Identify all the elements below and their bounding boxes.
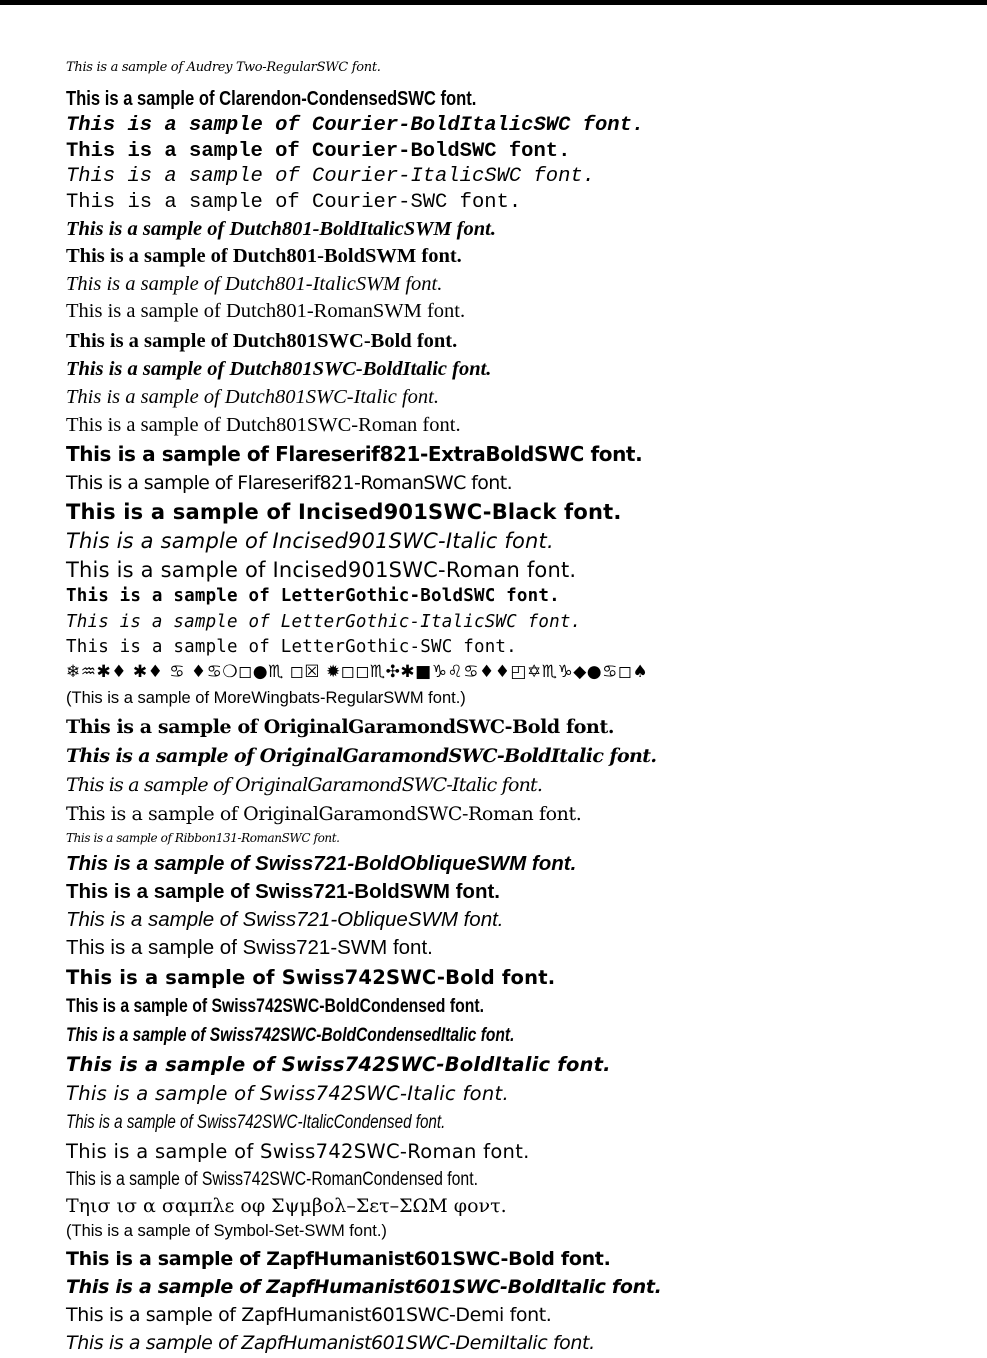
sample-lettergothic-italic: This is a sample of LetterGothic-ItalicSWC font. bbox=[66, 612, 582, 632]
sample-flareserif-extrabold: This is a sample of Flareserif821-ExtraBoldSWC font. bbox=[66, 442, 643, 466]
sample-dutch801swc-roman: This is a sample of Dutch801SWC-Roman font. bbox=[66, 414, 461, 436]
sample-swiss721-bold-oblique: This is a sample of Swiss721-BoldObliqueSWM font. bbox=[66, 852, 577, 875]
sample-courier-bold-italic: This is a sample of Courier-BoldItalicSWC font. bbox=[66, 114, 645, 137]
sample-swiss742-bold-italic: This is a sample of Swiss742SWC-BoldItalic font. bbox=[66, 1053, 611, 1076]
sample-dutch801-bold: This is a sample of Dutch801-BoldSWM font. bbox=[66, 245, 462, 267]
sample-incised-roman: This is a sample of Incised901SWC-Roman font. bbox=[66, 558, 577, 582]
sample-garamond-bold-italic: This is a sample of OriginalGaramondSWC-BoldItalic font. bbox=[66, 745, 657, 767]
sample-zapfhumanist-demi-italic: This is a sample of ZapfHumanist601SWC-DemiItalic font. bbox=[66, 1332, 595, 1354]
sample-swiss742-bold-condensed-italic: This is a sample of Swiss742SWC-BoldCondensedItalic font. bbox=[66, 1025, 515, 1046]
sample-swiss742-roman-condensed: This is a sample of Swiss742SWC-RomanCondensed font. bbox=[66, 1169, 478, 1190]
sample-dutch801swc-bold-italic: This is a sample of Dutch801SWC-BoldItalic font. bbox=[66, 358, 492, 380]
top-rule bbox=[0, 0, 987, 5]
sample-symbol-set-glyphs: Τηισ ισ α σαμπλε οφ Σψμβολ–Σετ–ΣΩΜ φοντ. bbox=[66, 1195, 507, 1217]
sample-dutch801swc-italic: This is a sample of Dutch801SWC-Italic font. bbox=[66, 386, 439, 408]
sample-lettergothic-bold: This is a sample of LetterGothic-BoldSWC font. bbox=[66, 586, 560, 606]
sample-garamond-roman: This is a sample of OriginalGaramondSWC-Roman font. bbox=[66, 803, 582, 825]
sample-dutch801swc-bold: This is a sample of Dutch801SWC-Bold font. bbox=[66, 330, 458, 352]
sample-audrey-two-regular: This is a sample of Audrey Two-RegularSWC font. bbox=[66, 60, 381, 75]
sample-lettergothic: This is a sample of LetterGothic-SWC font. bbox=[66, 637, 517, 657]
sample-swiss742-italic: This is a sample of Swiss742SWC-Italic font. bbox=[66, 1082, 509, 1105]
sample-swiss721-oblique: This is a sample of Swiss721-ObliqueSWM font. bbox=[66, 908, 504, 931]
sample-morewingbats-glyphs: ❄♒✱♦ ✱♦ ♋ ♦♋❍◻●♏ ◻☒ ✹◻◻♏✣✱■♑♌♋♦♦◰✡♏♑◆●♋◻♠ bbox=[66, 662, 649, 682]
sample-garamond-bold: This is a sample of OriginalGaramondSWC-Bold font. bbox=[66, 716, 615, 738]
sample-dutch801-italic: This is a sample of Dutch801-ItalicSWM font. bbox=[66, 272, 443, 295]
sample-swiss742-roman: This is a sample of Swiss742SWC-Roman font. bbox=[66, 1140, 530, 1163]
sample-courier-italic: This is a sample of Courier-ItalicSWC font. bbox=[66, 165, 595, 188]
sample-swiss721-bold: This is a sample of Swiss721-BoldSWM font. bbox=[66, 880, 500, 903]
sample-incised-italic: This is a sample of Incised901SWC-Italic font. bbox=[66, 529, 554, 553]
sample-courier: This is a sample of Courier-SWC font. bbox=[66, 190, 522, 214]
sample-swiss742-bold-condensed: This is a sample of Swiss742SWC-BoldCondensed font. bbox=[66, 996, 484, 1017]
sample-zapfhumanist-demi: This is a sample of ZapfHumanist601SWC-Demi font. bbox=[66, 1304, 552, 1326]
sample-garamond-italic: This is a sample of OriginalGaramondSWC-Italic font. bbox=[66, 774, 543, 796]
sample-flareserif-roman: This is a sample of Flareserif821-RomanSWC font. bbox=[66, 472, 513, 494]
sample-zapfhumanist-bold: This is a sample of ZapfHumanist601SWC-Bold font. bbox=[66, 1248, 611, 1270]
sample-zapfhumanist-bold-italic: This is a sample of ZapfHumanist601SWC-BoldItalic font. bbox=[66, 1276, 662, 1298]
sample-ribbon131-roman: This is a sample of Ribbon131-RomanSWC font. bbox=[66, 831, 340, 845]
sample-courier-bold: This is a sample of Courier-BoldSWC font. bbox=[66, 139, 571, 163]
sample-swiss742-bold: This is a sample of Swiss742SWC-Bold font. bbox=[66, 966, 556, 989]
sample-swiss721: This is a sample of Swiss721-SWM font. bbox=[66, 936, 433, 959]
font-sample-sheet bbox=[66, 56, 966, 1357]
sample-swiss742-italic-condensed: This is a sample of Swiss742SWC-ItalicCondensed font. bbox=[66, 1112, 446, 1133]
sample-symbol-set-note: (This is a sample of Symbol-Set-SWM font.) bbox=[66, 1222, 387, 1240]
sample-clarendon-condensed: This is a sample of Clarendon-CondensedSWC font. bbox=[66, 88, 477, 110]
sample-incised-black: This is a sample of Incised901SWC-Black font. bbox=[66, 500, 622, 524]
sample-dutch801-bold-italic: This is a sample of Dutch801-BoldItalicSWM font. bbox=[66, 217, 496, 240]
sample-dutch801-roman: This is a sample of Dutch801-RomanSWM font. bbox=[66, 300, 466, 322]
sample-morewingbats-note: (This is a sample of MoreWingbats-RegularSWM font.) bbox=[66, 689, 466, 707]
